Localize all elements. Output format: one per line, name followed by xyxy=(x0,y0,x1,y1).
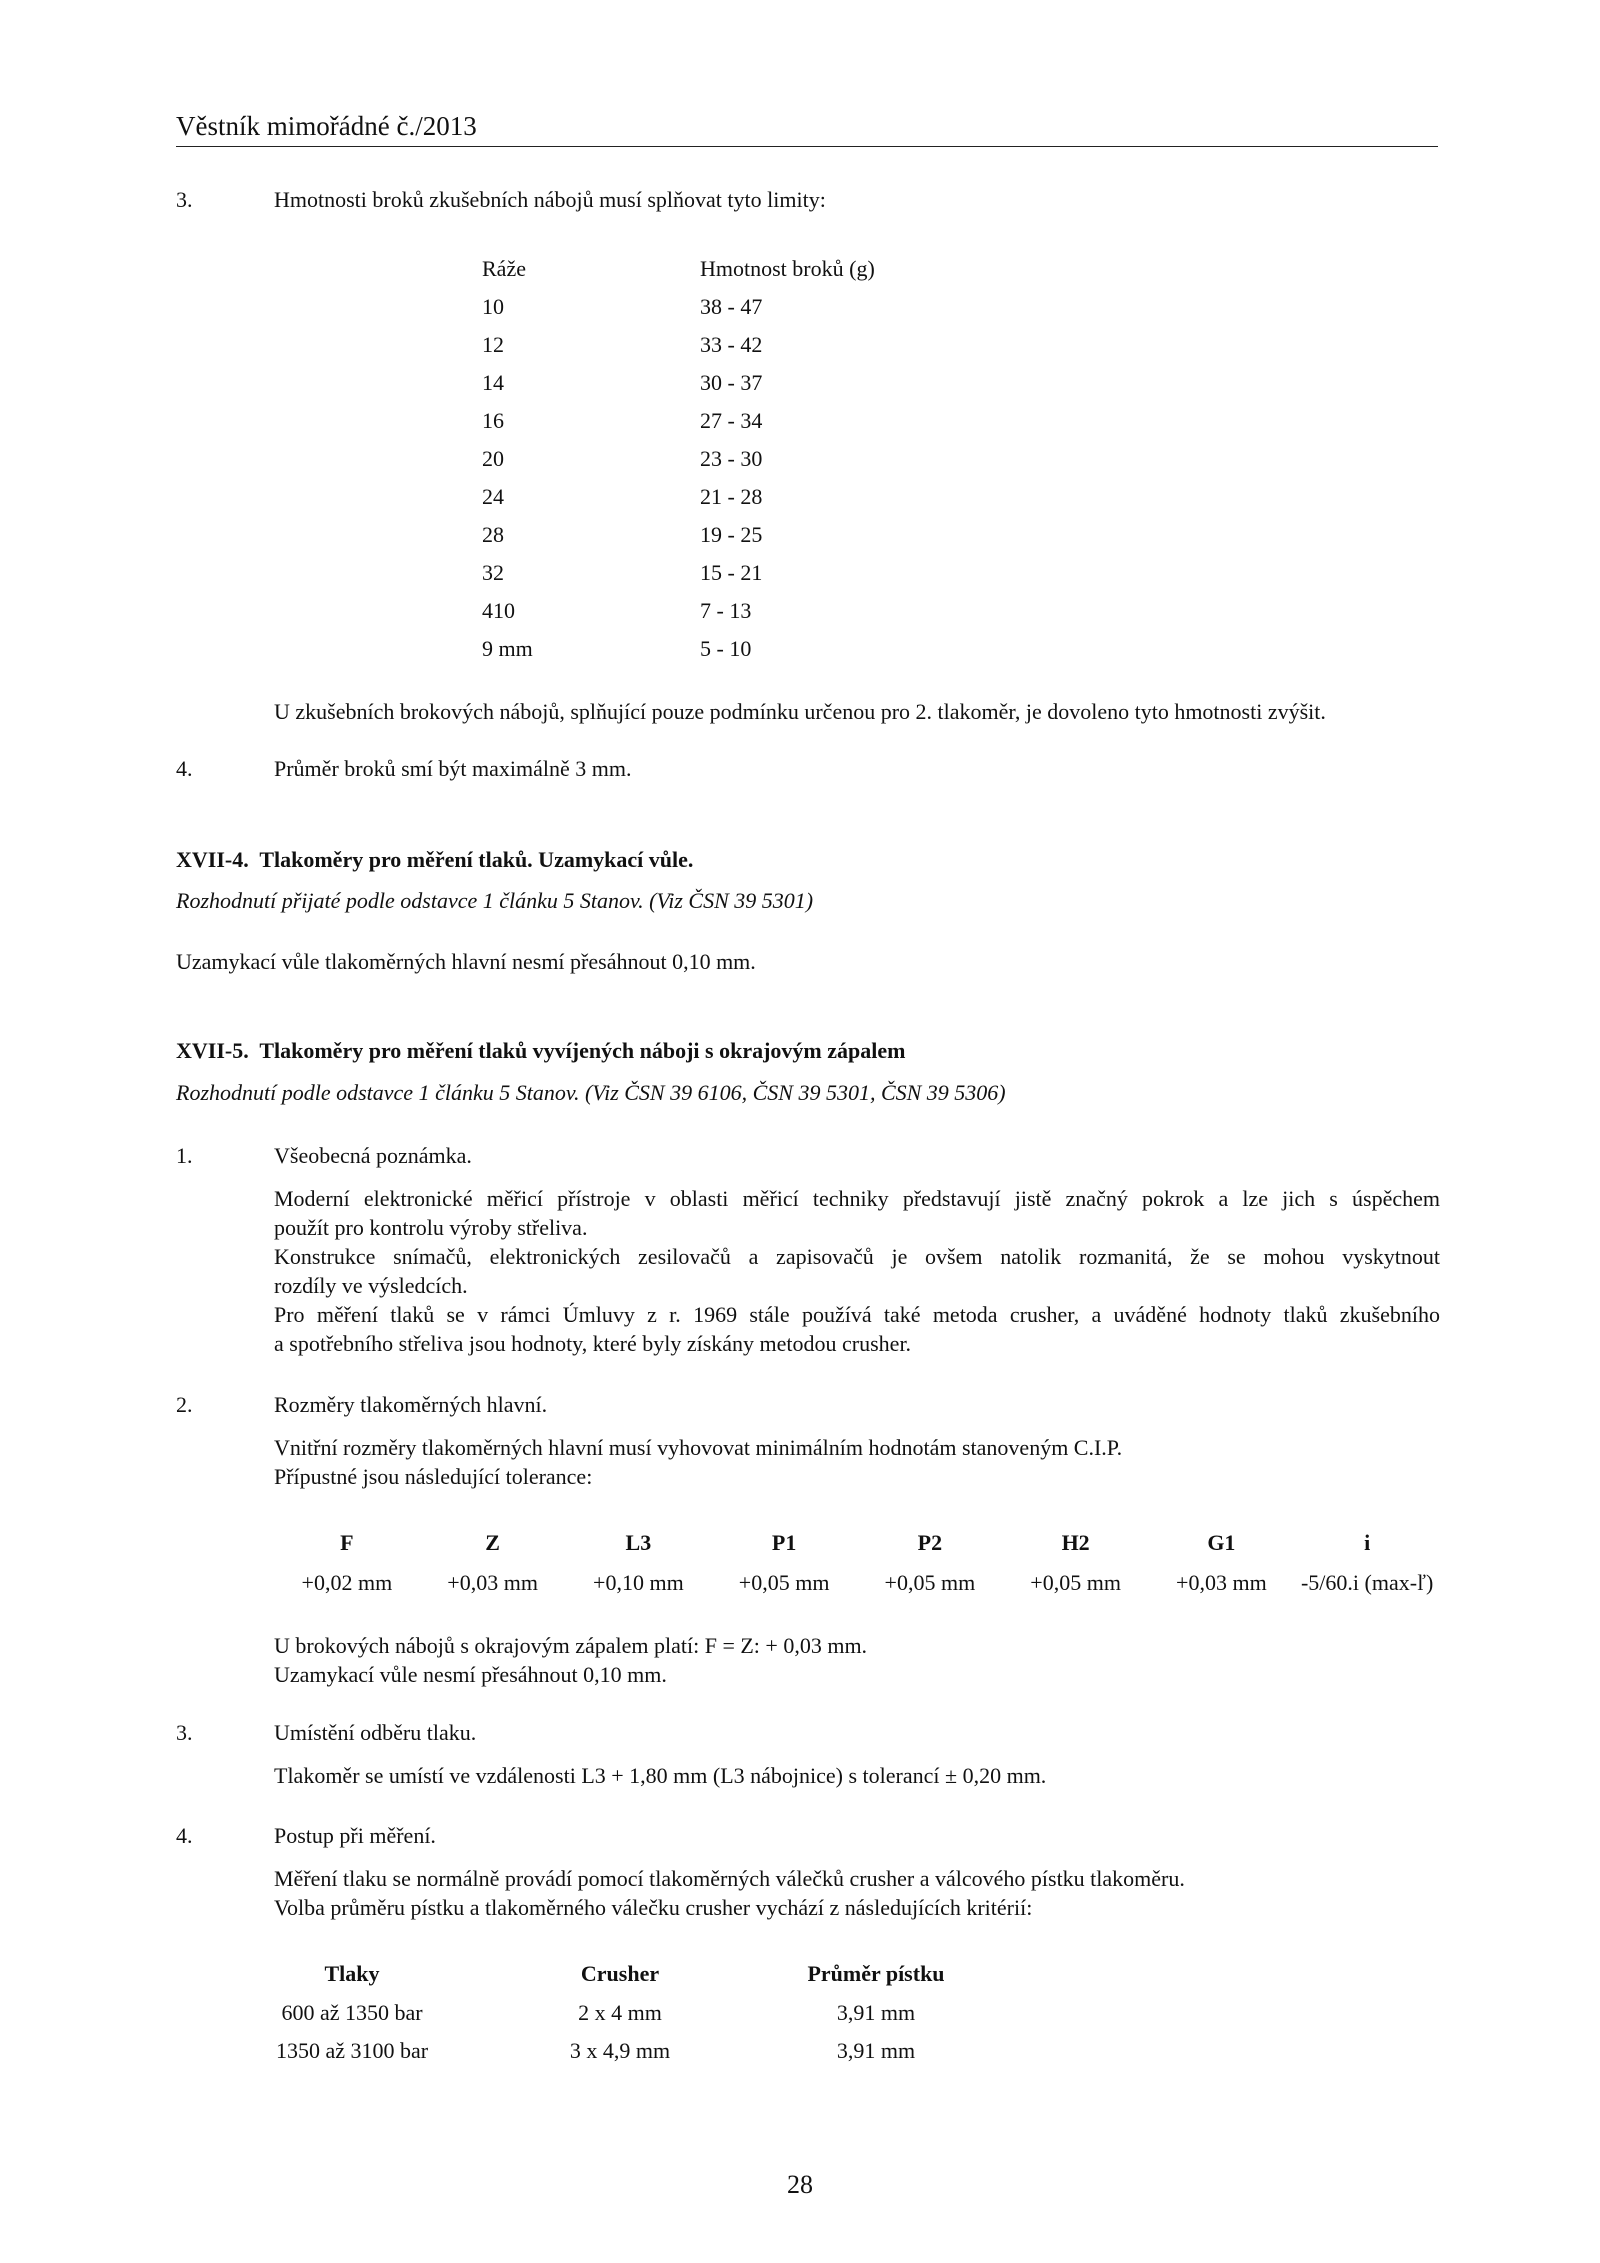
item-title: Rozměry tlakoměrných hlavní. xyxy=(274,1392,548,1417)
tolerance-value: +0,05 mm xyxy=(884,1570,976,1595)
item-note: U zkušebních brokových nábojů, splňující pouze podmínku určenou pro 2. tlakoměr, je dovoleno tyto hmotnosti zvýšit. xyxy=(274,699,1326,724)
item-text: Průměr broků smí být maximálně 3 mm. xyxy=(274,756,632,781)
table-header-mass: Hmotnost broků (g) xyxy=(700,256,875,281)
item-number: 4. xyxy=(176,756,193,781)
section-heading: XVII-4. Tlakoměry pro měření tlaků. Uzamykací vůle. xyxy=(176,847,694,872)
table-cell-mass: 21 - 28 xyxy=(700,484,763,509)
tolerance-header: F xyxy=(340,1530,354,1555)
table-cell-pressure: 600 až 1350 bar xyxy=(281,2000,423,2025)
table-cell-caliber: 14 xyxy=(482,370,504,395)
item-text: Vnitřní rozměry tlakoměrných hlavní musí vyhovovat minimálním hodnotám stanoveným C.I.P. xyxy=(274,1435,1123,1460)
running-header: Věstník mimořádné č./2013 xyxy=(176,111,477,141)
table-cell-caliber: 10 xyxy=(482,294,504,319)
header-rule xyxy=(176,146,1438,147)
table-cell-caliber: 28 xyxy=(482,522,504,547)
table-cell-caliber: 20 xyxy=(482,446,504,471)
table-cell-piston: 3,91 mm xyxy=(836,2000,916,2025)
paragraph-line: použít pro kontrolu výroby střeliva. xyxy=(274,1215,588,1240)
section-subtitle: Rozhodnutí přijaté podle odstavce 1 článku 5 Stanov. (Viz ČSN 39 5301) xyxy=(176,888,814,913)
item-note: Uzamykací vůle nesmí přesáhnout 0,10 mm. xyxy=(274,1662,667,1687)
table-header-pressure: Tlaky xyxy=(324,1961,380,1986)
tolerance-value: +0,03 mm xyxy=(447,1570,538,1595)
table-header-crusher: Crusher xyxy=(580,1961,660,1986)
table-cell-piston: 3,91 mm xyxy=(836,2038,916,2063)
item-note: U brokových nábojů s okrajovým zápalem platí: F = Z: + 0,03 mm. xyxy=(274,1633,868,1658)
table-cell-mass: 15 - 21 xyxy=(700,560,763,585)
page-number: 28 xyxy=(787,2170,813,2199)
table-cell-crusher: 2 x 4 mm xyxy=(578,2000,662,2025)
paragraph xyxy=(274,1184,1440,1358)
tolerance-value: +0,03 mm xyxy=(1176,1570,1267,1595)
table-cell-mass: 30 - 37 xyxy=(700,370,763,395)
item-number: 4. xyxy=(176,1823,193,1848)
item-title: Postup při měření. xyxy=(274,1823,436,1848)
table-cell-caliber: 24 xyxy=(482,484,504,509)
paragraph-line: Pro měření tlaků se v rámci Úmluvy z r. 1969 stále používá také metoda crusher, a uváděné hodnoty tlaků zkušebního xyxy=(274,1302,1440,1327)
table-cell-mass: 27 - 34 xyxy=(700,408,763,433)
table-header-piston: Průměr pístku xyxy=(807,1961,945,1986)
tolerance-value: +0,05 mm xyxy=(738,1570,830,1595)
tolerance-header: H2 xyxy=(1061,1530,1090,1555)
paragraph-line: Konstrukce snímačů, elektronických zesilovačů a zapisovačů je ovšem natolik rozmanitá, že se mohou vyskytnout xyxy=(274,1244,1440,1269)
table-cell-caliber: 16 xyxy=(482,408,504,433)
tolerance-header: G1 xyxy=(1207,1530,1236,1555)
section-heading: XVII-5. Tlakoměry pro měření tlaků vyvíjených náboji s okrajovým zápalem xyxy=(176,1038,906,1063)
tolerance-header: Z xyxy=(485,1530,500,1555)
table-cell-caliber: 12 xyxy=(482,332,504,357)
item-text: Tlakoměr se umístí ve vzdálenosti L3 + 1,80 mm (L3 nábojnice) s tolerancí ± 0,20 mm. xyxy=(274,1763,1047,1788)
tolerance-header: L3 xyxy=(625,1530,652,1555)
tolerance-header: P1 xyxy=(771,1530,797,1555)
item-text: Přípustné jsou následující tolerance: xyxy=(274,1464,593,1489)
table-cell-mass: 38 - 47 xyxy=(700,294,763,319)
table-cell-crusher: 3 x 4,9 mm xyxy=(569,2038,671,2063)
item-number: 3. xyxy=(176,187,193,212)
table-cell-caliber: 410 xyxy=(482,598,515,623)
table-cell-mass: 19 - 25 xyxy=(700,522,763,547)
section-subtitle: Rozhodnutí podle odstavce 1 článku 5 Stanov. (Viz ČSN 39 6106, ČSN 39 5301, ČSN 39 5306) xyxy=(176,1080,1006,1105)
table-cell-mass: 5 - 10 xyxy=(700,636,752,661)
table-cell-mass: 33 - 42 xyxy=(700,332,763,357)
table-cell-caliber: 9 mm xyxy=(482,636,533,661)
item-text: Volba průměru pístku a tlakoměrného válečku crusher vychází z následujících kritérií: xyxy=(274,1895,1033,1920)
table-header-caliber: Ráže xyxy=(482,256,526,281)
item-number: 1. xyxy=(176,1143,193,1168)
section-text: Uzamykací vůle tlakoměrných hlavní nesmí přesáhnout 0,10 mm. xyxy=(176,949,756,974)
paragraph-line: a spotřebního střeliva jsou hodnoty, které byly získány metodou crusher. xyxy=(274,1331,912,1356)
item-number: 3. xyxy=(176,1720,193,1745)
item-title: Umístění odběru tlaku. xyxy=(274,1720,477,1745)
paragraph-line: rozdíly ve výsledcích. xyxy=(274,1273,468,1298)
tolerance-value-row xyxy=(274,1570,1440,1596)
table-cell-mass: 23 - 30 xyxy=(700,446,763,471)
tolerance-header: i xyxy=(1364,1530,1371,1555)
table-cell-pressure: 1350 až 3100 bar xyxy=(275,2038,429,2063)
tolerance-value: +0,05 mm xyxy=(1030,1570,1121,1595)
item-title: Všeobecná poznámka. xyxy=(274,1143,472,1168)
tolerance-value: -5/60.i (max-ľ) xyxy=(1300,1570,1434,1595)
item-number: 2. xyxy=(176,1392,193,1417)
item-text: Měření tlaku se normálně provádí pomocí tlakoměrných válečků crusher a válcového pístku tlakoměru. xyxy=(274,1866,1185,1891)
table-cell-caliber: 32 xyxy=(482,560,504,585)
tolerance-header-row xyxy=(274,1530,1440,1556)
table-cell-mass: 7 - 13 xyxy=(700,598,752,623)
item-text: Hmotnosti broků zkušebních nábojů musí splňovat tyto limity: xyxy=(274,187,826,212)
tolerance-value: +0,02 mm xyxy=(301,1570,393,1595)
paragraph-line: Moderní elektronické měřicí přístroje v oblasti měřicí techniky představují jistě značný pokrok a lze jich s úspěchem xyxy=(274,1186,1440,1211)
tolerance-header: P2 xyxy=(917,1530,943,1555)
tolerance-value: +0,10 mm xyxy=(593,1570,684,1595)
